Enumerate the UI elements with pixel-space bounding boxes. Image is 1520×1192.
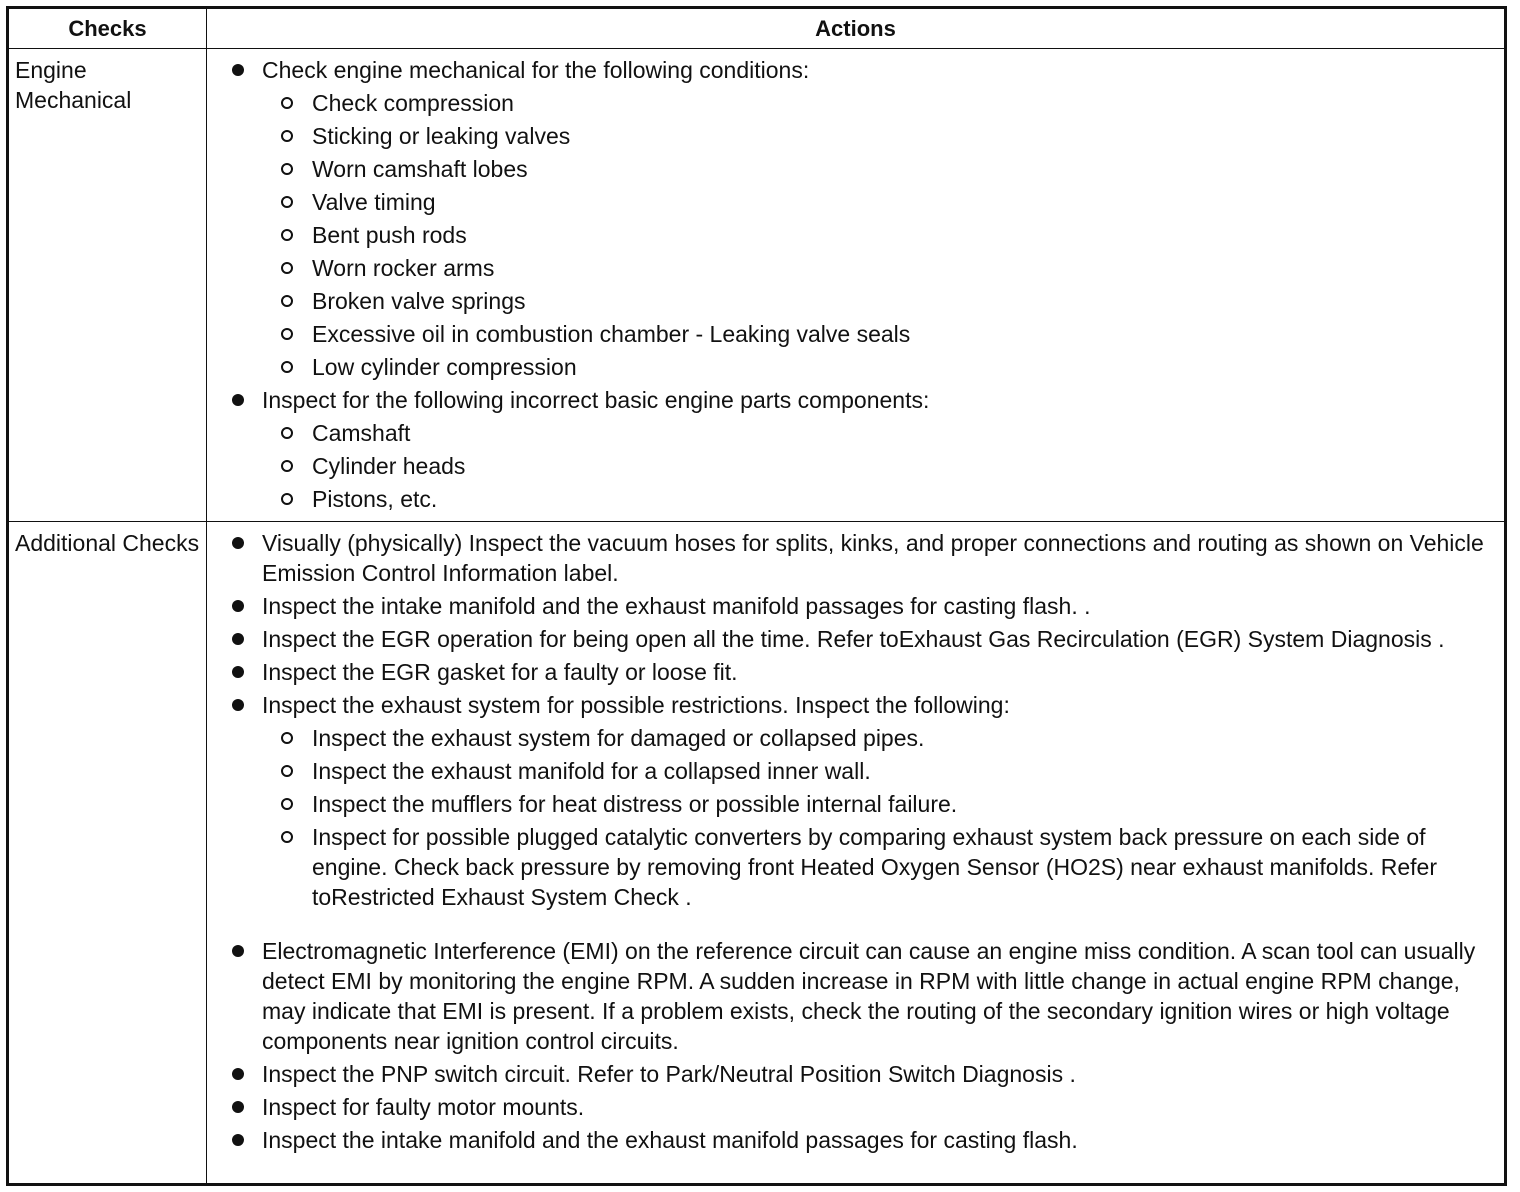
- action-text: Check engine mechanical for the following conditions:: [262, 57, 810, 83]
- sub-action-item: [262, 484, 1498, 514]
- sub-action-item: [262, 88, 1498, 118]
- sub-action-item: [262, 154, 1498, 184]
- action-list: [207, 528, 1498, 1155]
- sub-action-text: Broken valve springs: [312, 288, 526, 314]
- sub-action-item: [262, 418, 1498, 448]
- sub-action-text: Excessive oil in combustion chamber - Leaking valve seals: [312, 321, 911, 347]
- actions-column-header: Actions: [207, 8, 1506, 49]
- action-text: Inspect the exhaust system for possible restrictions. Inspect the following:: [262, 692, 1010, 718]
- action-item: [207, 1125, 1498, 1155]
- action-text: Electromagnetic Interference (EMI) on the reference circuit can cause an engine miss condition. A scan tool can usually detect EMI by monitoring the engine RPM. A sudden increase in RPM with little change in actual engine RPM change, may indicate that EMI is present. If a problem exists, check the routing of the secondary ignition wires or high voltage components near ignition control circuits.: [262, 938, 1476, 1054]
- sub-action-text: Worn camshaft lobes: [312, 156, 528, 182]
- check-name-cell: Engine Mechanical: [8, 49, 207, 522]
- check-name-cell: Additional Checks: [8, 522, 207, 1185]
- hollow-bullet-icon: [281, 328, 293, 340]
- checks-column-header: Checks: [8, 8, 207, 49]
- filled-bullet-icon: [232, 1101, 244, 1113]
- filled-bullet-icon: [232, 1068, 244, 1080]
- action-text: Inspect the intake manifold and the exhaust manifold passages for casting flash. .: [262, 593, 1091, 619]
- action-text: Inspect the PNP switch circuit. Refer to Park/Neutral Position Switch Diagnosis .: [262, 1061, 1076, 1087]
- filled-bullet-icon: [232, 633, 244, 645]
- action-list: [207, 55, 1498, 514]
- filled-bullet-icon: [232, 1134, 244, 1146]
- diagnostic-checks-table: [6, 6, 1507, 1186]
- action-item: [207, 528, 1498, 588]
- action-text: Inspect the EGR gasket for a faulty or loose fit.: [262, 659, 738, 685]
- hollow-bullet-icon: [281, 361, 293, 373]
- hollow-bullet-icon: [281, 130, 293, 142]
- hollow-bullet-icon: [281, 460, 293, 472]
- action-item: [207, 657, 1498, 687]
- sub-action-item: [262, 451, 1498, 481]
- sub-action-text: Pistons, etc.: [312, 486, 438, 512]
- filled-bullet-icon: [232, 600, 244, 612]
- sub-action-text: Camshaft: [312, 420, 411, 446]
- sub-action-text: Inspect the exhaust manifold for a collapsed inner wall.: [312, 758, 871, 784]
- action-text: Inspect the EGR operation for being open all the time. Refer toExhaust Gas Recirculation (EGR) System Diagnosis .: [262, 626, 1445, 652]
- action-item: [207, 936, 1498, 1056]
- hollow-bullet-icon: [281, 732, 293, 744]
- sub-action-list: [262, 88, 1498, 382]
- sub-action-item: [262, 187, 1498, 217]
- hollow-bullet-icon: [281, 765, 293, 777]
- sub-action-item: [262, 723, 1498, 753]
- filled-bullet-icon: [232, 699, 244, 711]
- sub-action-text: Inspect the mufflers for heat distress or possible internal failure.: [312, 791, 958, 817]
- hollow-bullet-icon: [281, 798, 293, 810]
- action-item: [207, 624, 1498, 654]
- actions-cell: [207, 49, 1506, 522]
- table-row: [8, 522, 1506, 1185]
- sub-action-text: Inspect the exhaust system for damaged or collapsed pipes.: [312, 725, 925, 751]
- sub-action-item: [262, 319, 1498, 349]
- action-item: [207, 1059, 1498, 1089]
- filled-bullet-icon: [232, 394, 244, 406]
- sub-action-item: [262, 352, 1498, 382]
- sub-action-item: [262, 220, 1498, 250]
- hollow-bullet-icon: [281, 295, 293, 307]
- sub-action-item: [262, 756, 1498, 786]
- sub-action-list: [262, 723, 1498, 912]
- action-item: [207, 55, 1498, 382]
- sub-action-text: Check compression: [312, 90, 514, 116]
- hollow-bullet-icon: [281, 262, 293, 274]
- sub-action-text: Worn rocker arms: [312, 255, 495, 281]
- filled-bullet-icon: [232, 666, 244, 678]
- hollow-bullet-icon: [281, 229, 293, 241]
- action-item: [207, 1092, 1498, 1122]
- sub-action-text: Cylinder heads: [312, 453, 466, 479]
- hollow-bullet-icon: [281, 196, 293, 208]
- sub-action-text: Valve timing: [312, 189, 436, 215]
- action-text: Visually (physically) Inspect the vacuum hoses for splits, kinks, and proper connections and routing as shown on Vehicle Emission Control Information label.: [262, 530, 1484, 586]
- filled-bullet-icon: [232, 64, 244, 76]
- hollow-bullet-icon: [281, 493, 293, 505]
- hollow-bullet-icon: [281, 831, 293, 843]
- sub-action-item: [262, 822, 1498, 912]
- action-text: Inspect the intake manifold and the exhaust manifold passages for casting flash.: [262, 1127, 1078, 1153]
- hollow-bullet-icon: [281, 163, 293, 175]
- sub-action-text: Inspect for possible plugged catalytic converters by comparing exhaust system back pressure on each side of engine. Check back pressure by removing front Heated Oxygen Sensor (HO2S) near exhaust manifolds. Refer toRestricted Exhaust System Check .: [312, 824, 1438, 910]
- sub-action-item: [262, 121, 1498, 151]
- filled-bullet-icon: [232, 537, 244, 549]
- action-item: [207, 591, 1498, 621]
- sub-action-text: Low cylinder compression: [312, 354, 577, 380]
- sub-action-list: [262, 418, 1498, 514]
- action-text: Inspect for faulty motor mounts.: [262, 1094, 585, 1120]
- sub-action-item: [262, 789, 1498, 819]
- sub-action-item: [262, 286, 1498, 316]
- sub-action-item: [262, 253, 1498, 283]
- table-row: [8, 49, 1506, 522]
- sub-action-text: Sticking or leaking valves: [312, 123, 571, 149]
- action-item: [207, 385, 1498, 514]
- hollow-bullet-icon: [281, 97, 293, 109]
- sub-action-text: Bent push rods: [312, 222, 467, 248]
- action-text: Inspect for the following incorrect basic engine parts components:: [262, 387, 930, 413]
- hollow-bullet-icon: [281, 427, 293, 439]
- table-header-row: [8, 8, 1506, 49]
- actions-cell: [207, 522, 1506, 1185]
- filled-bullet-icon: [232, 945, 244, 957]
- action-item: [207, 690, 1498, 912]
